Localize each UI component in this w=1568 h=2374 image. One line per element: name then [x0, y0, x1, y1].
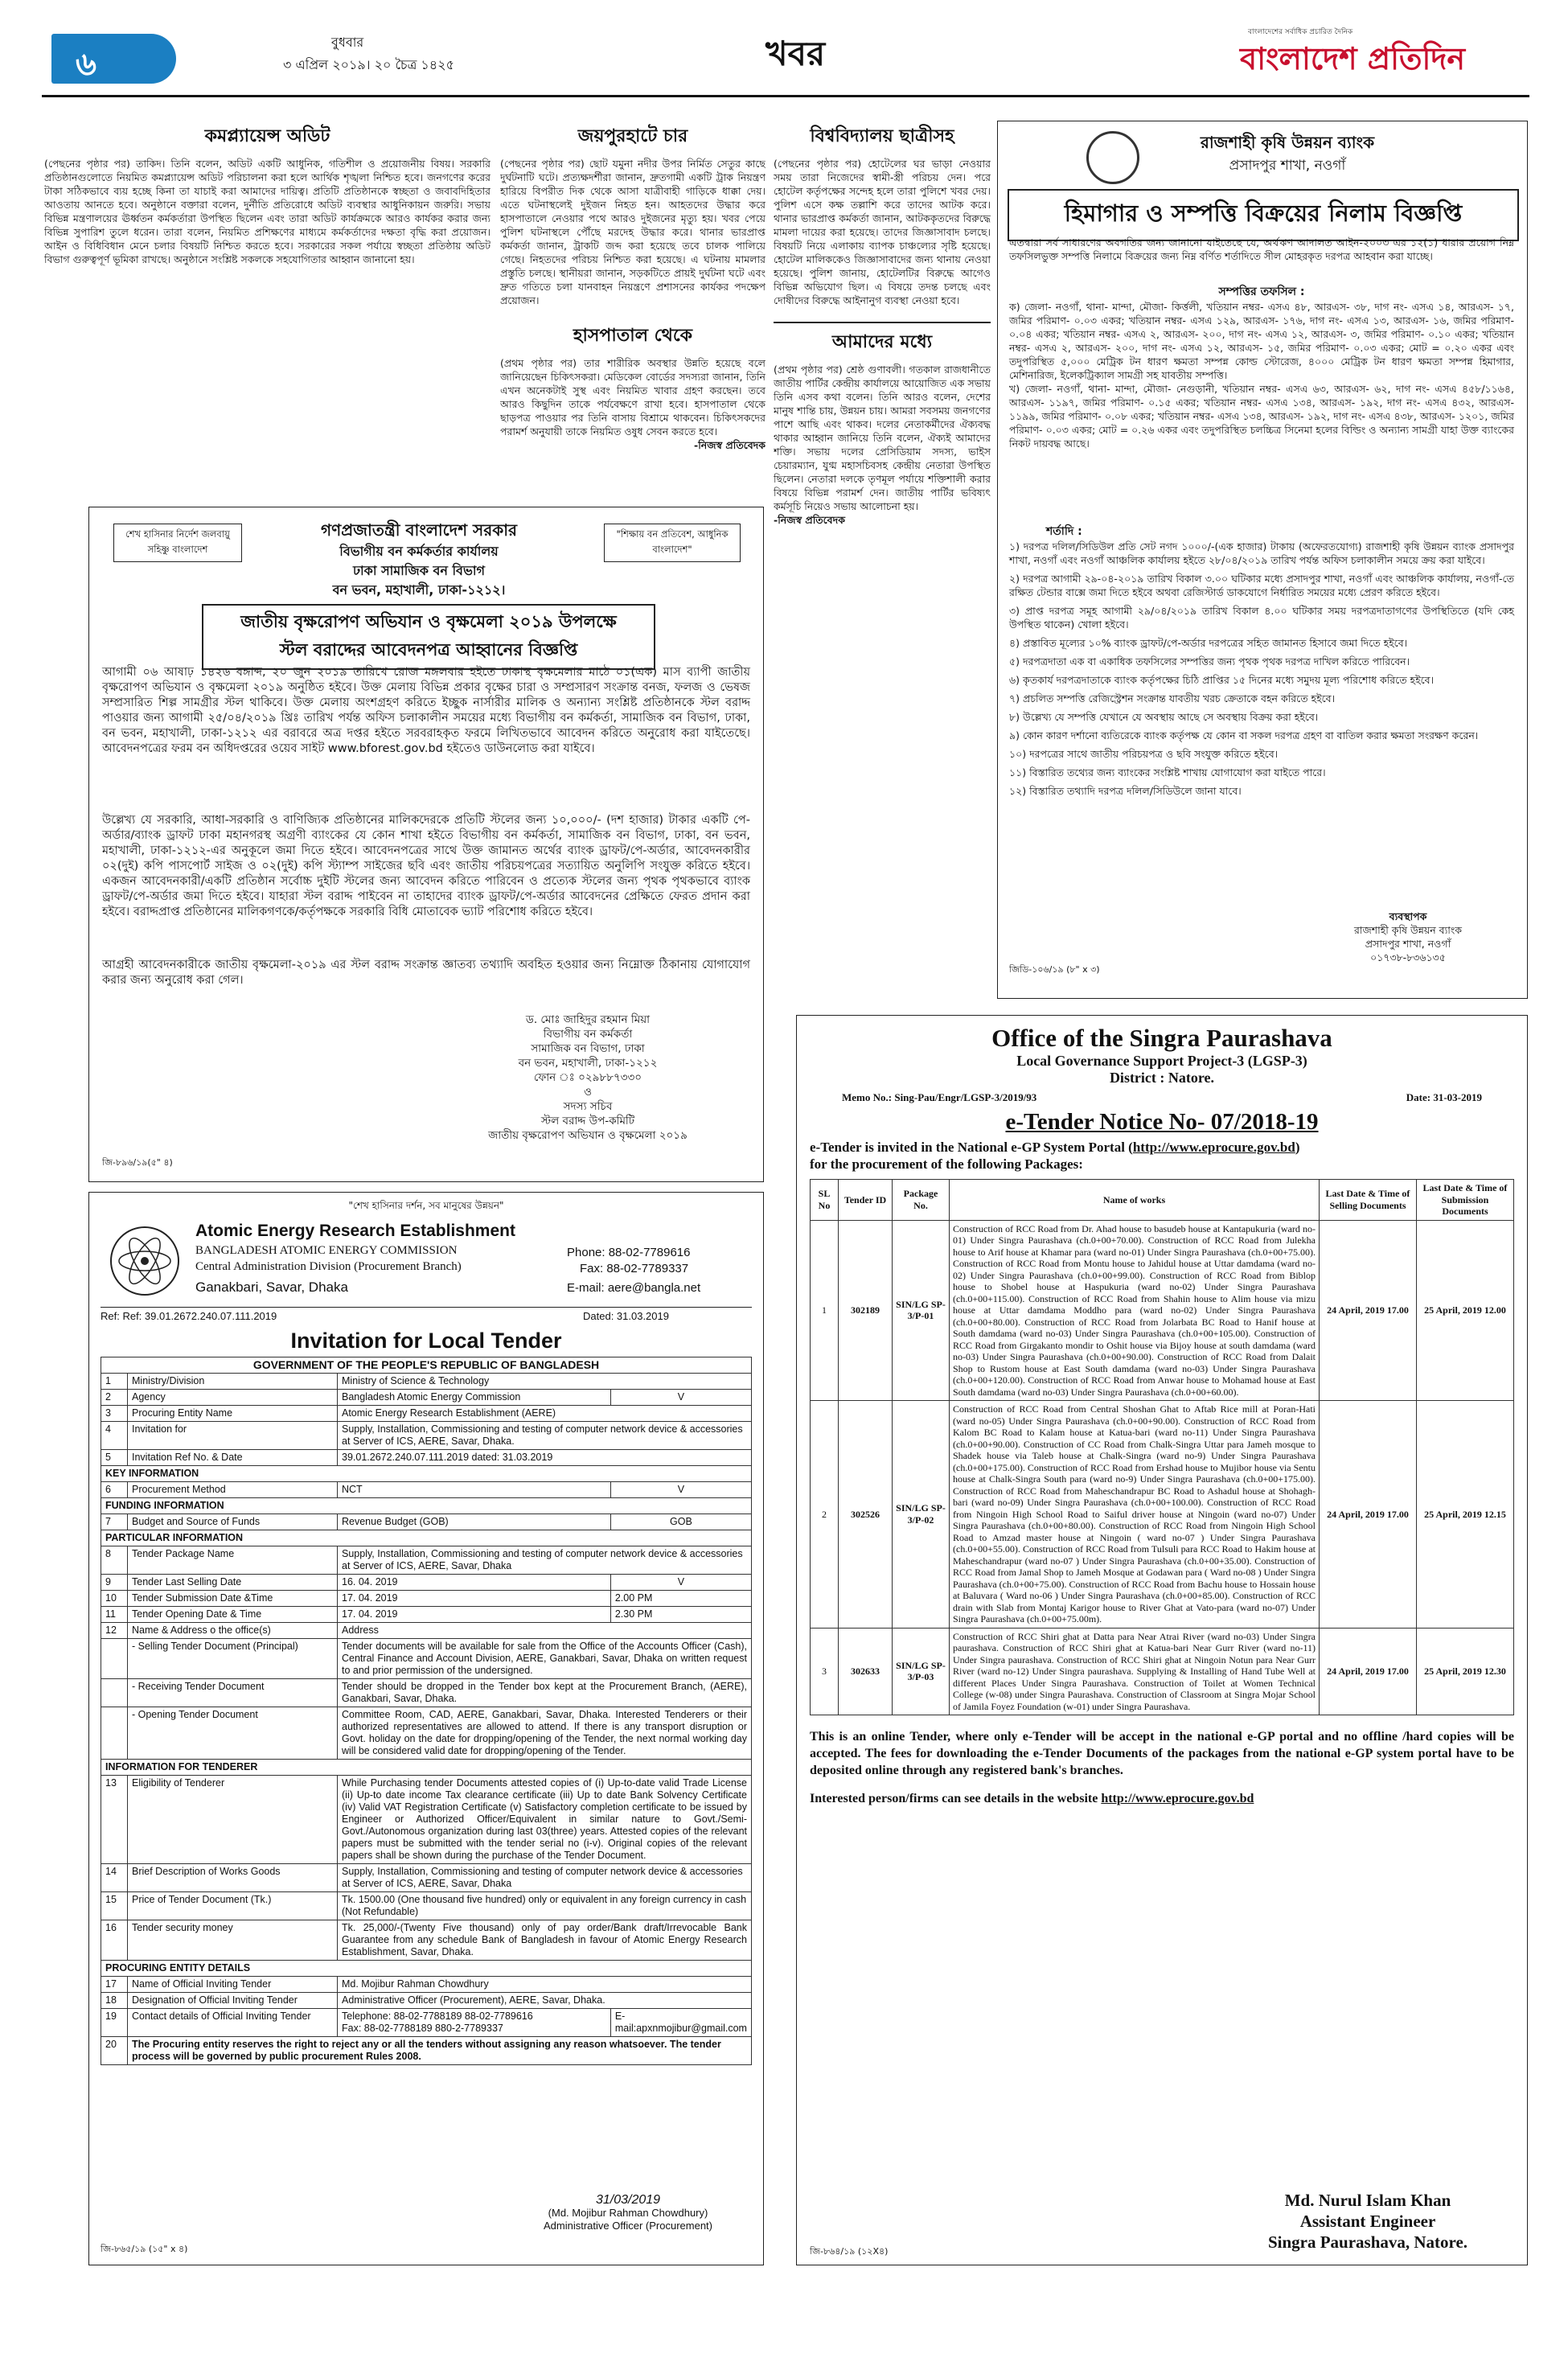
row-label: Contact details of Official Inviting Tender	[128, 2009, 338, 2037]
cell-tender-id: 302526	[839, 1401, 893, 1629]
row-value: Bangladesh Atomic Energy Commission	[338, 1390, 611, 1406]
row-number: 14	[101, 1864, 128, 1892]
bank-sig-bank: রাজশাহী কৃষি উন্নয়ন ব্যাংক	[1353, 924, 1462, 936]
row-value: Address	[338, 1623, 752, 1639]
cell-submission: 25 April, 2019 12.30	[1417, 1628, 1514, 1715]
row-number: 10	[101, 1591, 128, 1607]
article-amader-title: আমাদের মধ্যে	[774, 322, 991, 358]
bank-schedule-title: সম্পত্তির তফসিল :	[1218, 285, 1305, 298]
aere-slogan: "শেখ হাসিনার দর্শন, সব মানুষের উন্নয়ন"	[348, 1200, 504, 1211]
key-info-heading: KEY INFORMATION	[101, 1466, 752, 1482]
forest-sig-member: সদস্য সচিব	[563, 1100, 613, 1113]
article-university-body: (পেছনের পৃষ্ঠার পর) হোটেলের ঘর ভাড়া নেওয়ার সময় তারা নিজেদের স্বামী-স্ত্রী পরিচয় দেন। পরে হোটেল কর্তৃপক্ষের সন্দেহ হলে তারা পুলিশে খবর দেয়। পুলিশ এসে কক্ষ তল্লাশি করে তাদের আটক করে। থানার ভারপ্রাপ্ত কর্মকর্তা জানান, আটককৃতদের বিরুদ্ধে মামলা দায়ের করা হয়েছে। তাদের জিজ্ঞাসাবাদ চলছে। বিষয়টি নিয়ে এলাকায় ব্যাপক চাঞ্চল্যের সৃষ্টি হয়েছে। হোটেল মালিককেও জিজ্ঞাসাবাদের জন্য থানায় নেওয়া হয়েছে। পুলিশ জানায়, হোটেলটির বিরুদ্ধে আগেও বিভিন্ন অভিযোগ ছিল। এ বিষয়ে তদন্ত চলছে এবং দোষীদের বিরুদ্ধে আইনানুগ ব্যবস্থা নেওয়া হবে।	[774, 158, 991, 306]
singra-intro-text-2: for the procurement of the following Packages:	[810, 1156, 1083, 1172]
bank-signature	[1303, 910, 1513, 964]
table-row	[101, 1993, 752, 2009]
row-value: Revenue Budget (GOB)	[338, 1514, 611, 1530]
forest-para3: আগ্রহী আবেদনকারীকে জাতীয় বৃক্ষমেলা-২০১৯ এর স্টল বরাদ্দ সংক্রান্ত জ্ঞাতব্য তথ্যাদি অবহিত হওয়ার জন্য নিম্নোক্ত ঠিকানায় যোগাযোগ করার জন্য অনুরোধ করা গেল।	[102, 959, 750, 987]
bank-auction-title: হিমাগার ও সম্পত্তি বিক্রয়ের নিলাম বিজ্ঞপ্তি	[1008, 189, 1519, 241]
forest-para1: আগামী ০৬ আষাঢ় ১৪২৬ বঙ্গাব্দ, ২০ জুন ২০১৯ তারিখে রোজ মঙ্গলবার হইতে ঢাকাস্থ বৃক্ষমেলার মাঠে ০১(এক) মাস ব্যাপী জাতীয় বৃক্ষরোপণ অভিযান ও বৃক্ষমেলা ২০১৯ অনুষ্ঠিত হইবে। উক্ত মেলায় বিভিন্ন প্রকার বৃক্ষের চারা ও সম্প্রসারণ সংক্রান্ত বনজ, ফলজ ও ভেষজ সম্প্রসারিত শিল্প সামগ্রীর স্টল থাকিবে। উক্ত মেলায় অংশগ্রহণ করিতে ইচ্ছুক নার্সারীর মালিক ও অন্যান্য সংশ্লিষ্ট প্রতিষ্ঠানকে স্টল বরাদ্দ পাওয়ার জন্য আগামী ২৫/০৪/২০১৯ খ্রিঃ তারিখ পর্যন্ত অফিস চলাকালীন সময়ের মধ্যে বিভাগীয় বন কর্মকর্তা, সামাজিক বন বিভাগ, ঢাকা, বন ভবন, মহাখালী, ঢাকা-১২১২ এর বরাবরে অত্র দপ্তর হইতে সরবরাহকৃত ফরমে লিখিতভাবে আবেদন করিতে অনুরোধ করা যাইতেছে। আবেদনপত্রের ফরম বন অধিদপ্তরের ওয়েব সাইট www.bforest.gov.bd হইতেও ডাউনলোড করা যাইবে।	[102, 666, 750, 755]
forest-sig-event: জাতীয় বৃক্ষরোপণ অভিযান ও বৃক্ষমেলা ২০১৯	[488, 1129, 688, 1142]
row-number: 12	[101, 1623, 128, 1639]
row-number: 16	[101, 1920, 128, 1961]
cell-package: SIN/LG SP-3/P-01	[893, 1220, 950, 1401]
table-row	[101, 1920, 752, 1961]
aere-sig-name: (Md. Mojibur Rahman Chowdhury)	[548, 2207, 708, 2219]
article-jaipurhat	[500, 122, 766, 500]
singra-sig-name: Md. Nurul Islam Khan	[1284, 2191, 1451, 2210]
singra-intro-close: )	[1295, 1140, 1300, 1155]
row-label: Brief Description of Works Goods	[128, 1864, 338, 1892]
cell-tender-id: 302189	[839, 1220, 893, 1401]
singra-district: District : Natore.	[1109, 1070, 1215, 1086]
tick-mark: V	[610, 1575, 751, 1591]
table-row	[101, 1864, 752, 1892]
row-label: - Selling Tender Document (Principal)	[128, 1639, 338, 1679]
aere-phone: Phone: 88-02-7789616	[567, 1246, 691, 1259]
singra-interested-text: Interested person/firms can see details in the website	[810, 1792, 1102, 1805]
bank-condition: ২) দরপত্র আগামী ২৯-০৪-২০১৯ তারিখ বিকাল ৩.০০ ঘটিকার মধ্যে প্রসাদপুর শাখা, নওগাঁ এবং আঞ্চলিক কার্যালয়, নওগাঁ-তে রক্ষিত টেন্ডার বাক্সে জমা দিতে হইবে অথবা রেজিস্টার্ড ডাকযোগে নির্ধারিত সময়ের মধ্যে প্রেরণ করিতে হইবে।	[1009, 573, 1514, 598]
article-audit	[44, 122, 491, 500]
forest-stall-ad	[88, 507, 764, 1182]
row-label: Designation of Official Inviting Tender	[128, 1993, 338, 2009]
table-row	[101, 1639, 752, 1679]
cell-selling: 24 April, 2019 17.00	[1320, 1220, 1417, 1401]
table-row	[101, 1575, 752, 1591]
aere-sig-date: 31/03/2019	[595, 2193, 661, 2207]
row-value: Tk. 25,000/-(Twenty Five thousand) only of pay order/Bank draft/Irrevocable Bank Guarantee from any schedule Bank of Bangladesh in favour of Atomic Energy Research Establishment, Savar, Dhaka.	[338, 1920, 752, 1961]
forest-sig-address: বন ভবন, মহাখালী, ঢাকা-১২১২	[518, 1057, 658, 1070]
article-university	[774, 122, 991, 1087]
forest-org3: ঢাকা সামাজিক বন বিভাগ	[352, 563, 486, 578]
article-audit-body: (পেছনের পৃষ্ঠার পর) তাকিদ। তিনি বলেন, অডিট একটি আধুনিক, গতিশীল ও প্রয়োজনীয় বিষয়। সরকারি প্রতিষ্ঠানগুলোতে নিয়মিত কমপ্ল্যায়েন্স অডিট পরিচালনা করা হলে আর্থিক শৃঙ্খলা নিশ্চিত হবে। জনগণের করের টাকা সঠিকভাবে ব্যয় হচ্ছে কিনা তা যাচাই করা আমাদের দায়িত্ব। প্রতিটি প্রতিষ্ঠানকে স্বচ্ছতা ও জবাবদিহিতার আওতায় আনতে হবে। অনুষ্ঠানে বক্তারা বলেন, দুর্নীতি প্রতিরোধে অডিট ব্যবস্থার আধুনিকায়ন জরুরি। সভায় বিভিন্ন মন্ত্রণালয়ের ঊর্ধ্বতন কর্মকর্তারা উপস্থিত ছিলেন এবং তারা অডিট কার্যক্রমকে আরও কার্যকর করার জন্য বিভিন্ন সুপারিশ তুলে ধরেন। তারা বলেন, নিয়মিত প্রশিক্ষণের মাধ্যমে কর্মকর্তাদের দক্ষতা বৃদ্ধি করা প্রয়োজন। আইন ও বিধিবিধান মেনে চলার বিষয়টি নিশ্চিত করতে হবে। সরকারের সকল পর্যায়ে স্বচ্ছতা প্রতিষ্ঠায় অডিট বিভাগ গুরুত্বপূর্ণ ভূমিকা রাখছে। অনুষ্ঠানে সংশ্লিষ্ট সকলকে সহযোগিতার আহ্বান জানানো হয়।	[44, 158, 491, 265]
section-title: খবর	[766, 34, 826, 73]
table-row	[101, 1892, 752, 1920]
article-amader-byline: -নিজস্ব প্রতিবেদক	[774, 514, 845, 526]
row-label: Name of Official Inviting Tender	[128, 1977, 338, 1993]
row-time: 2.30 PM	[610, 1607, 751, 1623]
bank-condition: ৯) কোন কারণ দর্শানো ব্যতিরেকে ব্যাংক কর্তৃপক্ষ যে কোন বা সকল দরপত্র গ্রহণ বা বাতিল করার ক্ষমতা সংরক্ষণ করেন।	[1009, 729, 1479, 741]
row-value: Tender should be dropped in the Tender box kept at the Procurement Branch, (AERE), Ganakbari, Savar, Dhaka.	[338, 1679, 752, 1707]
bank-branch: প্রসাদপুর শাখা, নওগাঁ	[1229, 158, 1346, 174]
cell-selling: 24 April, 2019 17.00	[1320, 1401, 1417, 1629]
cell-works: Construction of RCC Road from Dr. Ahad house to basudeb house at Kantapukuria (ward no-01) Under Singra Paurashava (ch.0+00+70.00). Construction of RCC Road from Julekha house to Arif house at Khamar para (ward no-01) Under Singra Paurashava (ch.0+00+75.00). Construction of RCC Road from Montu house to Jahidul house at Uttar damdama (ward no-02) Under Singra Paurashava (ch.0+00+99.00). Construction of RCC Road from Biblop house to Shobel house at Haspukuria (ward no-02) Under Singra Paurashava (ch.0+00+115.00). Construction of RCC Road from Shahin house to Alim house via mizu house at Uttar damdama Moddho para (ward no-02) Under Singra Paurashava (ch.0+00+80.00). Construction of RCC Road from Jolarbata BC Road to Hanif house at South damdama (ward no-03) Under Singra Paurashava (ch.0+00+105.00). Construction of RCC Road from Girgakanto mondir to Oshit house via Bijoy house at south damdama (ward no-03) Under Singra Paurashava (ch.0+00+90.00). Construction of RCC Road from Dalait Shop to Rustom house at East South damdama (ward no-03) Under Singra Paurashava (ch.0+00+120.00). Construction of RCC Road from Anwar house to Mohamad house at East South damdama (ward no-03) Under Singra Paurashava (ch.0+00+60.00).	[950, 1220, 1320, 1401]
singra-office: Office of the Singra Paurashava	[991, 1024, 1332, 1052]
cell-works: Construction of RCC Road from Central Shoshan Ghat to Aftab Rice mill at Poran-Hati (ward no-05) Under Singra Paurashava (ch.0+00+90.00). Construction of RCC Road from Kalom BC Road to Kalam house at Katua-bari (ward no-11) Under Singra Paurashava (ch.0+00+90.00). Construction of CC Road from Chalk-Singra Uttar para Jameh mosque to Shadek house via Taleb house at Chalk-Singra (ward no-9) Under Singra Paurashava (ch.0+00+175.00). Construction of RCC Road from Ershad house to Mujibor house via Sentu house at Chalk-Singra South para (ward no-9) Under Singra Paurashava (ch.0+00+175.00). Construction of RCC Road from Maheschandrapur BC Road to Ashadul house at Shohagh-bari (ward no-09) Under Singra Paurashava (ch.0+00+100.00). Construction of RCC Road from Ningoin High School Road to Saiful driver house at Ningoin (ward no-07) Under Singra Paurashava (ch.0+00+80.00). Construction of RCC Road from Ningoin High School Road to Amzad master house at Ningoin ( ward no-07 ) Under Singra Paurashava (ch.0+00+55.00). Construction of RCC Road from Tulsuli para RCC Road to Hakim house at Maheschandrapur (ward no-07 ) Under Singra Paurashava (ch.0+00+35.00). Construction of RCC Road from Jamal Shop to Jameh Mosque at Godawan para ( Ward no-08 ) Under Singra Paurashava (ch.0+00+75.00). Construction of RCC Road from Bachu house to Hossain house at Baluvara ( Ward no-06 ) Under Singra Paurashava (ch.0+00+85.00). Construction of RCC drain with Slab from Montaj Karigor house to River Ghat at Vato-para (ward no-07) Under Singra Paurashava (ch.0+00+75.00m).	[950, 1401, 1320, 1629]
singra-packages-table	[810, 1179, 1514, 1715]
cell-selling: 24 April, 2019 17.00	[1320, 1628, 1417, 1715]
forest-top-right: "শিক্ষায় বন প্রতিবেশ, আধুনিক বাংলাদেশ"	[604, 524, 741, 562]
aere-email: E-mail: aere@bangla.net	[567, 1281, 701, 1295]
row-label: Tender Opening Date & Time	[128, 1607, 338, 1623]
singra-project: Local Governance Support Project-3 (LGSP-3)	[1016, 1053, 1307, 1069]
aere-org4: Ganakbari, Savar, Dhaka	[195, 1279, 348, 1295]
cell-sl: 3	[811, 1628, 839, 1715]
row-number: 18	[101, 1993, 128, 2009]
aere-tender-table	[101, 1357, 752, 2065]
aere-gov: GOVERNMENT OF THE PEOPLE'S REPUBLIC OF BANGLADESH	[101, 1357, 752, 1374]
row-number: 9	[101, 1575, 128, 1591]
row-label: Procurement Method	[128, 1482, 338, 1498]
row-number: 11	[101, 1607, 128, 1623]
row-label: Procuring Entity Name	[128, 1406, 338, 1422]
row-number: 20	[101, 2037, 128, 2065]
row-number: 7	[101, 1514, 128, 1530]
singra-intro-text: e-Tender is invited in the National e-GP System Portal (	[810, 1140, 1133, 1155]
singra-interested-link[interactable]: http://www.eprocure.gov.bd	[1101, 1792, 1254, 1805]
article-jaipurhat-body: (পেছনের পৃষ্ঠার পর) ছোট যমুনা নদীর উপর নির্মিত সেতুর কাছে দুর্ঘটনাটি ঘটে। প্রত্যক্ষদর্শীরা জানান, দ্রুতগামী একটি ট্রাক নিয়ন্ত্রণ হারিয়ে বিপরীত দিক থেকে আসা যাত্রীবাহী গাড়িকে ধাক্কা দেয়। এতে ঘটনাস্থলেই দুইজন নিহত হন। আহতদের উদ্ধার করে হাসপাতালে নেওয়ার পথে আরও দুইজনের মৃত্যু হয়। খবর পেয়ে পুলিশ ঘটনাস্থলে পৌঁছে মরদেহ উদ্ধার করে। থানার ভারপ্রাপ্ত কর্মকর্তা জানান, ট্রাকটি জব্দ করা হয়েছে তবে চালক পালিয়ে গেছে। নিহতদের পরিচয় নিশ্চিত করা হয়েছে। এ ঘটনায় মামলার প্রস্তুতি চলছে। স্থানীয়রা জানান, সড়কটিতে প্রায়ই দুর্ঘটনা ঘটে এবং দ্রুত গতিতে চলা যানবাহন নিয়ন্ত্রণে প্রশাসনের কার্যকর পদক্ষেপ প্রয়োজন।	[500, 158, 766, 306]
cell-sl: 2	[811, 1401, 839, 1629]
contact-email: E-mail:apxnmojibur@gmail.com	[610, 2009, 751, 2037]
row-number: 4	[101, 1422, 128, 1450]
col-submission: Last Date & Time of Submission Documents	[1417, 1180, 1514, 1221]
forest-para2: উল্লেখ্য যে সরকারি, আধা-সরকারি ও বাণিজ্যিক প্রতিষ্ঠানের মালিকদেরকে প্রতিটি স্টলের জন্য ১০,০০০/- (দশ হাজার) টাকার একটি পে-অর্ডার/ব্যাংক ড্রাফট ঢাকা মহানগরস্থ অগ্রণী ব্যাংকের যে কোন শাখা হইতে বিভাগীয় বন কর্মকর্তা, সামাজিক বন বিভাগ, ঢাকা, বন ভবন, মহাখালী, ঢাকা-১২১২-এর অনুকূলে জমা দিতে হইবে। আবেদনপত্রের সাথে উক্ত জামানত অর্থের ব্যাংক ড্রাফট/পে-অর্ডার, আবেদনকারীর ০২(দুই) কপি পাসপোর্ট সাইজ ও ০২(দুই) কপি স্ট্যাম্প সাইজের ছবি এবং জাতীয় পরিচয়পত্রের সত্যায়িত অনুলিপি সংযুক্ত করিতে হইবে। একজন আবেদনকারী/একটি প্রতিষ্ঠান সর্বোচ্চ দুইটি স্টলের জন্য আবেদন করিতে পারিবেন ও প্রত্যেক স্টলের জন্য পৃথক পৃথকভাবে ব্যাংক ড্রাফট/পে-অর্ডার জমা দিতে হইবে। যাহারা স্টল বরাদ্দ পাইবেন না তাহাদের ব্যাংক ড্রাফট/পে-অর্ডার আবেদনের প্রেক্ষিতে ফেরত প্রদান করা হইবে। বরাদ্দপ্রাপ্ত প্রতিষ্ঠানের মালিকগণকে/কর্তৃপক্ষকে সরকারি বিধি মোতাবেক ভ্যাট পরিশোধ করিতে হইবে।	[102, 814, 750, 918]
singra-intro	[810, 1139, 1514, 1173]
aere-org3: Central Administration Division (Procurement Branch)	[195, 1260, 462, 1273]
bank-sig-phone: ০১৭৩৮-৮৩৬১৩৫	[1370, 951, 1446, 963]
row-value: 17. 04. 2019	[338, 1607, 611, 1623]
row-number: 13	[101, 1776, 128, 1864]
cell-sl: 1	[811, 1220, 839, 1401]
singra-note: This is an online Tender, where only e-Tender will be accept in the national e-GP portal and no offline /hard copies will be accepted. The fees for downloading the e-Tender Documents of the packages from the national e-GP system portal have to be deposited online through any registered bank's branches.	[810, 1730, 1514, 1777]
masthead-rule	[42, 95, 1529, 97]
date: ৩ এপ্রিল ২০১৯। ২০ চৈত্র ১৪২৫	[283, 57, 454, 72]
table-row	[101, 1591, 752, 1607]
proc-details-heading: PROCURING ENTITY DETAILS	[101, 1961, 752, 1977]
logo-tag: বাংলাদেশের সর্বাধিক প্রচারিত দৈনিক	[1248, 28, 1353, 36]
forest-sig-name: ড. মোঃ জাহিদুর রহমান মিয়া	[525, 1013, 651, 1026]
table-header-row	[811, 1180, 1514, 1221]
row-label: Tender Last Selling Date	[128, 1575, 338, 1591]
row-value: Tk. 1500.00 (One thousand five hundred) only or equivalent in any foreign currency in cash (Not Refundable)	[338, 1892, 752, 1920]
cell-tender-id: 302633	[839, 1628, 893, 1715]
row-label: Eligibility of Tenderer	[128, 1776, 338, 1864]
article-hospital-body: (প্রথম পৃষ্ঠার পর) তার শারীরিক অবস্থার উন্নতি হয়েছে বলে জানিয়েছেন চিকিৎসকরা। মেডিকেল বোর্ডের সদস্যরা জানান, তিনি এখন অনেকটাই সুস্থ এবং নিয়মিত খাবার গ্রহণ করছেন। তবে আরও কিছুদিন তাকে পর্যবেক্ষণে রাখা হবে। হাসপাতাল থেকে ছাড়পত্র পাওয়ার পর তিনি বাসায় বিশ্রামে থাকবেন। চিকিৎসকদের পরামর্শ অনুযায়ী তাকে নিয়মিত ওষুধ সেবন করতে হবে।	[500, 357, 766, 437]
particular-info-heading: PARTICULAR INFORMATION	[101, 1530, 752, 1546]
row-contact	[338, 2009, 611, 2037]
col-tender-id: Tender ID	[839, 1180, 893, 1221]
funding-info-heading: FUNDING INFORMATION	[101, 1498, 752, 1514]
row-number: 15	[101, 1892, 128, 1920]
contact-telephone: Telephone: 88-02-7788189 88-02-7789616	[342, 2011, 533, 2022]
row-number: 3	[101, 1406, 128, 1422]
bank-conditions-list	[1009, 540, 1514, 803]
row-value: Supply, Installation, Commissioning and testing of computer network device & accessories at Server of ICS, AERE, Savar, Dhaka	[338, 1546, 752, 1575]
page-number-badge	[51, 34, 176, 84]
tenderer-info-heading: INFORMATION FOR TENDERER	[101, 1760, 752, 1776]
forest-title-box	[202, 604, 655, 670]
row-value: 17. 04. 2019	[338, 1591, 611, 1607]
row-number: 1	[101, 1374, 128, 1390]
aere-fax: Fax: 88-02-7789337	[580, 1262, 689, 1275]
row-value: Md. Mojibur Rahman Chowdhury	[338, 1977, 752, 1993]
aere-dated: Dated: 31.03.2019	[583, 1310, 669, 1322]
bank-conditions-title: শর্তাদি :	[1046, 525, 1082, 538]
tick-mark: V	[610, 1390, 751, 1406]
forest-org2: বিভাগীয় বন কর্মকর্তার কার্যালয়	[339, 544, 499, 559]
row-time: 2.00 PM	[610, 1591, 751, 1607]
bank-condition: ৫) দরপত্রদাতা এক বা একাধিক তফসিলের সম্পত্তির জন্য পৃথক পৃথক দরপত্র দাখিল করিতে পারিবেন।	[1009, 655, 1410, 667]
table-row	[101, 1390, 752, 1406]
singra-title: e-Tender Notice No- 07/2018-19	[1005, 1109, 1319, 1135]
col-sl: SL No	[811, 1180, 839, 1221]
page-number: ৬	[76, 46, 97, 83]
article-university-title: বিশ্ববিদ্যালয় ছাত্রীসহ	[810, 126, 954, 146]
row-number: 6	[101, 1482, 128, 1498]
forest-sig-office: সামাজিক বন বিভাগ, ঢাকা	[531, 1042, 645, 1055]
row-label: Agency	[128, 1390, 338, 1406]
row-value: 16. 04. 2019	[338, 1575, 611, 1591]
row-label: Tender security money	[128, 1920, 338, 1961]
row-number: 19	[101, 2009, 128, 2037]
day: বুধবার	[331, 35, 364, 50]
bank-condition: ১০) দরপত্রের সাথে জাতীয় পরিচয়পত্র ও ছবি সংযুক্ত করিতে হইবে।	[1009, 748, 1279, 760]
col-package: Package No.	[893, 1180, 950, 1221]
bank-condition: ১২) বিস্তারিত তথ্যাদি দরপত্র দলিল/সিডিউলে জানা যাবে।	[1009, 785, 1242, 797]
row-label: Budget and Source of Funds	[128, 1514, 338, 1530]
aere-ad-code: জি-৮৬৫/১৯ (১৫" x ৪)	[101, 2244, 188, 2254]
article-hospital-byline: -নিজস্ব প্রতিবেদক	[694, 439, 766, 451]
forest-sig-committee: স্টল বরাদ্দ উপ-কমিটি	[540, 1115, 635, 1127]
article-amader-body: (প্রথম পৃষ্ঠার পর) শ্রেষ্ঠ গুণাবলী। গতকাল রাজধানীতে জাতীয় পার্টির কেন্দ্রীয় কার্যালয়ে আয়োজিত এক সভায় তিনি এসব কথা বলেন। তিনি আরও বলেন, দেশের মানুষ শান্তি চায়, উন্নয়ন চায়। আমরা সবসময় জনগণের পাশে আছি এবং থাকব। দলের নেতাকর্মীদের ঐক্যবদ্ধ থাকার আহ্বান জানিয়ে তিনি বলেন, ঐক্যই আমাদের শক্তি। সভায় দলের প্রেসিডিয়াম সদস্য, ভাইস চেয়ারম্যান, যুগ্ম মহাসচিবসহ কেন্দ্রীয় নেতারা উপস্থিত ছিলেন। নেতারা দলকে তৃণমূল পর্যায়ে শক্তিশালী করার বিষয়ে বিভিন্ন পরামর্শ দেন। জাতীয় পার্টির ভবিষ্যৎ কর্মসূচি নিয়েও সভায় আলোচনা হয়।	[774, 363, 991, 512]
bank-condition: ৩) প্রাপ্ত দরপত্র সমূহ আগামী ২৯/০৪/২০১৯ তারিখ বিকাল ৪.০০ ঘটিকার সময় দরপত্রদাতাগণের উপস্থিতিতে (যদি কেহ উপস্থিত থাকেন) খোলা হইবে।	[1009, 605, 1514, 630]
bank-name: রাজশাহী কৃষি উন্নয়ন ব্যাংক	[1200, 133, 1375, 152]
aere-org: Atomic Energy Research Establishment	[195, 1222, 515, 1240]
table-row	[101, 1450, 752, 1466]
row-value: Supply, Installation, Commissioning and testing of computer network device & accessories at Server of ICS, AERE, Savar, Dhaka.	[338, 1422, 752, 1450]
bank-intro: এতদ্বারা সর্ব সাধারণের অবগতির জন্য জানানো যাইতেছে যে, অর্থঋণ আদালত আইন-২০০৩ এর ১২(১) ধারার প্রয়োগ নিম্ন তফসিলভুক্ত সম্পত্তি নিলামে বিক্রয়ের জন্য নিম্ন বর্ণিত শর্তাদিতে সীল মোহরকৃত দরপত্র আহবান করা যাচ্ছে।	[1009, 236, 1514, 262]
table-row	[101, 2037, 752, 2065]
singra-etender-ad	[796, 1015, 1528, 2265]
row-label: Ministry/Division	[128, 1374, 338, 1390]
article-audit-title: কমপ্ল্যায়েন্স অডিট	[204, 126, 330, 146]
article-jaipurhat-title: জয়পুরহাটে চার	[577, 126, 688, 146]
cell-submission: 25 April, 2019 12.15	[1417, 1401, 1514, 1629]
table-row	[101, 1707, 752, 1760]
aere-tender-ad	[88, 1192, 764, 2265]
table-row	[101, 2009, 752, 2037]
singra-signature	[1231, 2190, 1504, 2253]
forest-org1: গণপ্রজাতন্ত্রী বাংলাদেশ সরকার	[321, 520, 517, 540]
singra-ad-code: জি-৮৬৪/১৯ (১২X৪)	[810, 2246, 889, 2257]
row-number: 2	[101, 1390, 128, 1406]
forest-sig-and: ও	[584, 1086, 592, 1099]
cell-works: Construction of RCC Shiri ghat at Datta para Near Atrai River (ward no-03) Under Singra paurashava. Construction of RCC Shiri ghat at Katua-bari Near Gurr River (ward no-11) Under Singra paurashava. Construction of RCC Shiri ghat at Ningoin Notun para Near Gurr River (ward no-12) Under Singra paurashava. Supplying & Installing of Hand Tube Well at different Places Under Singra Paurashava. Construction of Toilet at Women Technical College (w-08) under Singra Paurashava. Construction of Classroom at Singra Mojar School of Jamila Foyez Foundation (w-01) under Singra Paurashava.	[950, 1628, 1320, 1715]
table-row	[101, 1776, 752, 1864]
tick-mark: V	[610, 1482, 751, 1498]
table-row	[101, 1374, 752, 1390]
table-row	[101, 1623, 752, 1639]
bank-condition: ৮) উল্লেখ্য যে সম্পত্তি যেখানে যে অবস্থায় আছে সে অবস্থায় বিক্রয় করা হইবে।	[1009, 711, 1319, 723]
table-row	[101, 1679, 752, 1707]
row-value: Committee Room, CAD, AERE, Ganakbari, Savar, Dhaka. Interested Tenderers or their authorized representatives are allowed to attend. If there is any transport disruption or Govt. holiday on the date for dropping/opening of the Tender, the next normal working day will be considered valid date for dropping/opening of the Tender.	[338, 1707, 752, 1760]
aere-org2: BANGLADESH ATOMIC ENERGY COMMISSION	[195, 1244, 458, 1257]
bank-condition: ১) দরপত্র দলিল/সিডিউল প্রতি সেট নগদ ১০০০/-(এক হাজার) টাকায় (অফেরতযোগ্য) রাজশাহী কৃষি উন্নয়ন ব্যাংক প্রসাদপুর শাখা, নওগাঁ এবং নওগাঁ আঞ্চলিক কার্যালয় হইতে ২৮/০৪/২০১৯ তারিখ পর্যন্ত অফিস চলাকালীন সময়ে ক্রয় করা যাইবে।	[1009, 540, 1514, 566]
table-row	[101, 1406, 752, 1422]
singra-date: Date: 31-03-2019	[1406, 1091, 1482, 1103]
row-value: Tender documents will be available for sale from the Office of the Accounts Officer (Cash), Central Finance and Account Division, AERE, Ganakbari, Savar, Dhaka on written request to and prior permission of the undersigned.	[338, 1639, 752, 1679]
col-works: Name of works	[950, 1180, 1320, 1221]
row-value: Administrative Officer (Procurement), AERE, Savar, Dhaka.	[338, 1993, 752, 2009]
row-value: While Purchasing tender Documents attested copies of (i) Up-to-date valid Trade License (ii) Up-to date income Tax clearance certificate (iii) Up to date Bank Solvency Certificate (iv) Valid VAT Registration Certificate (v) Satisfactory completion certificate to be issued by Engineer or Authorized Officer/Equivalent in similar nature to Govt./Semi-Govt./Autonomous organization during last 03(three) years. Attested copies of the relevant papers must be submitted with the tender serial no (i-v). Original copies of the relevant papers shall be shown during the purchase of the Tender Document.	[338, 1776, 752, 1864]
table-row	[101, 1546, 752, 1575]
row-label: Tender Package Name	[128, 1546, 338, 1575]
atom-logo-icon	[109, 1225, 181, 1297]
row-label: Invitation Ref No. & Date	[128, 1450, 338, 1466]
article-hospital-title: হাসপাতাল থেকে	[573, 326, 693, 346]
singra-sig-office: Singra Paurashava, Natore.	[1267, 2232, 1468, 2252]
contact-fax: Fax: 88-02-7788189 880-2-7789337	[342, 2023, 503, 2034]
bank-condition: ৬) কৃতকার্য দরপত্রদাতাকে ব্যাংক কর্তৃপক্ষের চিঠি প্রাপ্তির ১৫ দিনের মধ্যে সমুদয় মূল্য পরিশোধ করিতে হইবে।	[1009, 674, 1435, 686]
singra-interested	[810, 1792, 1514, 1806]
table-row	[811, 1628, 1514, 1715]
table-row	[101, 1977, 752, 1993]
bank-condition: ১১) বিস্তারিত তথ্যের জন্য ব্যাংকের সংশ্লিষ্ট শাখায় যোগাযোগ করা যাইতে পারে।	[1009, 766, 1326, 778]
aere-sig-title: Administrative Officer (Procurement)	[544, 2220, 712, 2232]
forest-org4: বন ভবন, মহাখালী, ঢাকা-১২১২।	[332, 582, 506, 598]
row-label: Tender Submission Date &Time	[128, 1591, 338, 1607]
masthead	[42, 24, 1529, 121]
forest-title1: জাতীয় বৃক্ষরোপণ অভিযান ও বৃক্ষমেলা ২০১৯ উপলক্ষে	[240, 612, 617, 631]
aere-ref: Ref: Ref: 39.01.2672.240.07.111.2019	[101, 1310, 277, 1322]
forest-sig-title: বিভাগীয় বন কর্মকর্তা	[543, 1028, 633, 1041]
forest-signature	[435, 1012, 741, 1143]
row-value: Atomic Energy Research Establishment (AERE)	[338, 1406, 752, 1422]
table-row	[811, 1401, 1514, 1629]
table-row	[101, 1607, 752, 1623]
row-value: Ministry of Science & Technology	[338, 1374, 752, 1390]
forest-ad-code: জি-৮৯৬/১৯(৫" ৪)	[102, 1157, 173, 1168]
bank-condition: ৭) প্রচলিত সম্পত্তি রেজিস্ট্রেশন সংক্রান্ত যাবতীয় খরচ ক্রেতাকে বহন করিতে হইবে।	[1009, 692, 1336, 704]
bank-schedule: ক) জেলা- নওগাঁ, থানা- মান্দা, মৌজা- কির্ত্তলী, খতিয়ান নম্বর- এসএ ৪৮, আরএস- ৩৮, দাগ নং- এসএ ১৪, আরএস- ১৭, জমির পরিমাণ- ০.০৩ একর; খতিয়ান নম্বর- এসএ ১২৯, আরএস- ১৭৬, দাগ নং- এসএ ১৩, আরএস- ১৬, জমির পরিমাণ- ০.০৪ একর; খতিয়ান নম্বর- এসএ ২, আরএস- ২০০, দাগ নং- এসএ ১২, আরএস- ৩, জমির পরিমাণ- ০.১০ একর; খতিয়ান নম্বর- এসএ ২, আরএস- ২০০, দাগ নং- এসএ ১২, আরএস- ১৫, জমির পরিমাণ- ০.০৩ একর; মোট = ০.২০ একর এবং তদুপরিস্থিত ৫,০০০ মেট্রিক টন ধারণ ক্ষমতা সম্পন্ন কোল্ড স্টোরেজ, ৪০০০ মেট্রিক টন ধারণ ক্ষমতা সম্পন্ন হিমাগার, মেশিনারিজ, ইলেকট্রিক্যাল সামগ্রী সহ যাবতীয় সম্পত্তি। খ) জেলা- নওগাঁ, থানা- মান্দা, মৌজা- নেগুড়ানী, খতিয়ান নম্বর- এসএ ৬৩, আরএস- ৬২, দাগ নং- এসএ ৪৫৮/১১৬৪, আরএস- ১১৯৭, জমির পরিমাণ- ০.১৫ একর; খতিয়ান নম্বর- এসএ ১৩৪, আরএস- ১৯২, দাগ নং- এসএ ৪৩২, আরএস- ১১৯৯, জমির পরিমাণ- ০.০৮ একর; খতিয়ান নম্বর- এসএ ১৩৪, আরএস- ১৯২, দাগ নং- এসএ ৪৩৮, আরএস- ১২০১, জমির পরিমাণ- ০.০৩ একর; মোট = ০.২৬ একর এবং তদুপরিস্থিত চলচ্চিত্র সিনেমা হলের বিল্ডিং ও অন্যান্য সামগ্রী যাহা উক্ত ব্যাংকের নিকট দায়বদ্ধ আছে।	[1009, 301, 1514, 450]
singra-memo: Memo No.: Sing-Pau/Engr/LGSP-3/2019/93	[842, 1091, 1037, 1103]
row-value: 39.01.2672.240.07.111.2019 dated: 31.03.2019	[338, 1450, 752, 1466]
cell-package: SIN/LG SP-3/P-03	[893, 1628, 950, 1715]
bank-sig-branch: প্রসাদপুর শাখা, নওগাঁ	[1365, 938, 1451, 950]
cell-package: SIN/LG SP-3/P-02	[893, 1401, 950, 1629]
forest-title2: স্টল বরাদ্দের আবেদনপত্র আহ্বানের বিজ্ঞপ্তি	[279, 640, 578, 659]
singra-intro-link[interactable]: http://www.eprocure.gov.bd	[1132, 1140, 1295, 1155]
table-row	[101, 1514, 752, 1530]
row-label: Name & Address o the office(s)	[128, 1623, 338, 1639]
row-label: Invitation for	[128, 1422, 338, 1450]
col-selling: Last Date & Time of Selling Documents	[1320, 1180, 1417, 1221]
bank-auction-ad	[997, 121, 1528, 999]
bank-condition: ৪) প্রস্তাবিত মূল্যের ১০% ব্যাংক ড্রাফট/পে-অর্ডার দরপত্রের সহিত জামানত হিসাবে জমা দিতে হইবে।	[1009, 637, 1408, 649]
singra-sig-title: Assistant Engineer	[1299, 2212, 1436, 2231]
aere-title: Invitation for Local Tender	[290, 1329, 562, 1353]
newspaper-logo: বাংলাদেশ প্রতিদিন	[1240, 41, 1466, 76]
row-value: NCT	[338, 1482, 611, 1498]
row-value: The Procuring entity reserves the right to reject any or all the tenders without assigning any reason whatsoever. The tender process will be governed by public procurement Rules 2008.	[128, 2037, 752, 2065]
aere-signature	[507, 2194, 749, 2232]
row-value-2: GOB	[610, 1514, 751, 1530]
row-label: Price of Tender Document (Tk.)	[128, 1892, 338, 1920]
forest-top-left: শেখ হাসিনার নির্দেশ জলবায়ু সহিষ্ণু বাংলাদেশ	[113, 524, 242, 562]
table-row	[101, 1422, 752, 1450]
bank-logo	[1086, 131, 1139, 184]
row-label: - Opening Tender Document	[128, 1707, 338, 1760]
row-number: 17	[101, 1977, 128, 1993]
bank-sig-title: ব্যবস্থাপক	[1389, 910, 1427, 922]
row-number: 8	[101, 1546, 128, 1575]
row-number: 5	[101, 1450, 128, 1466]
row-label: - Receiving Tender Document	[128, 1679, 338, 1707]
table-row	[811, 1220, 1514, 1401]
cell-submission: 25 April, 2019 12.00	[1417, 1220, 1514, 1401]
row-value: Supply, Installation, Commissioning and testing of computer network device & accessories at Server of ICS, AERE, Savar, Dhaka	[338, 1864, 752, 1892]
bank-ad-code: জিডি-১০৬/১৯ (৮" x ৩)	[1009, 964, 1100, 975]
forest-sig-phone: ফোন ঃ ০২৯৮৮৭৩৩০	[533, 1071, 642, 1084]
table-row	[101, 1482, 752, 1498]
